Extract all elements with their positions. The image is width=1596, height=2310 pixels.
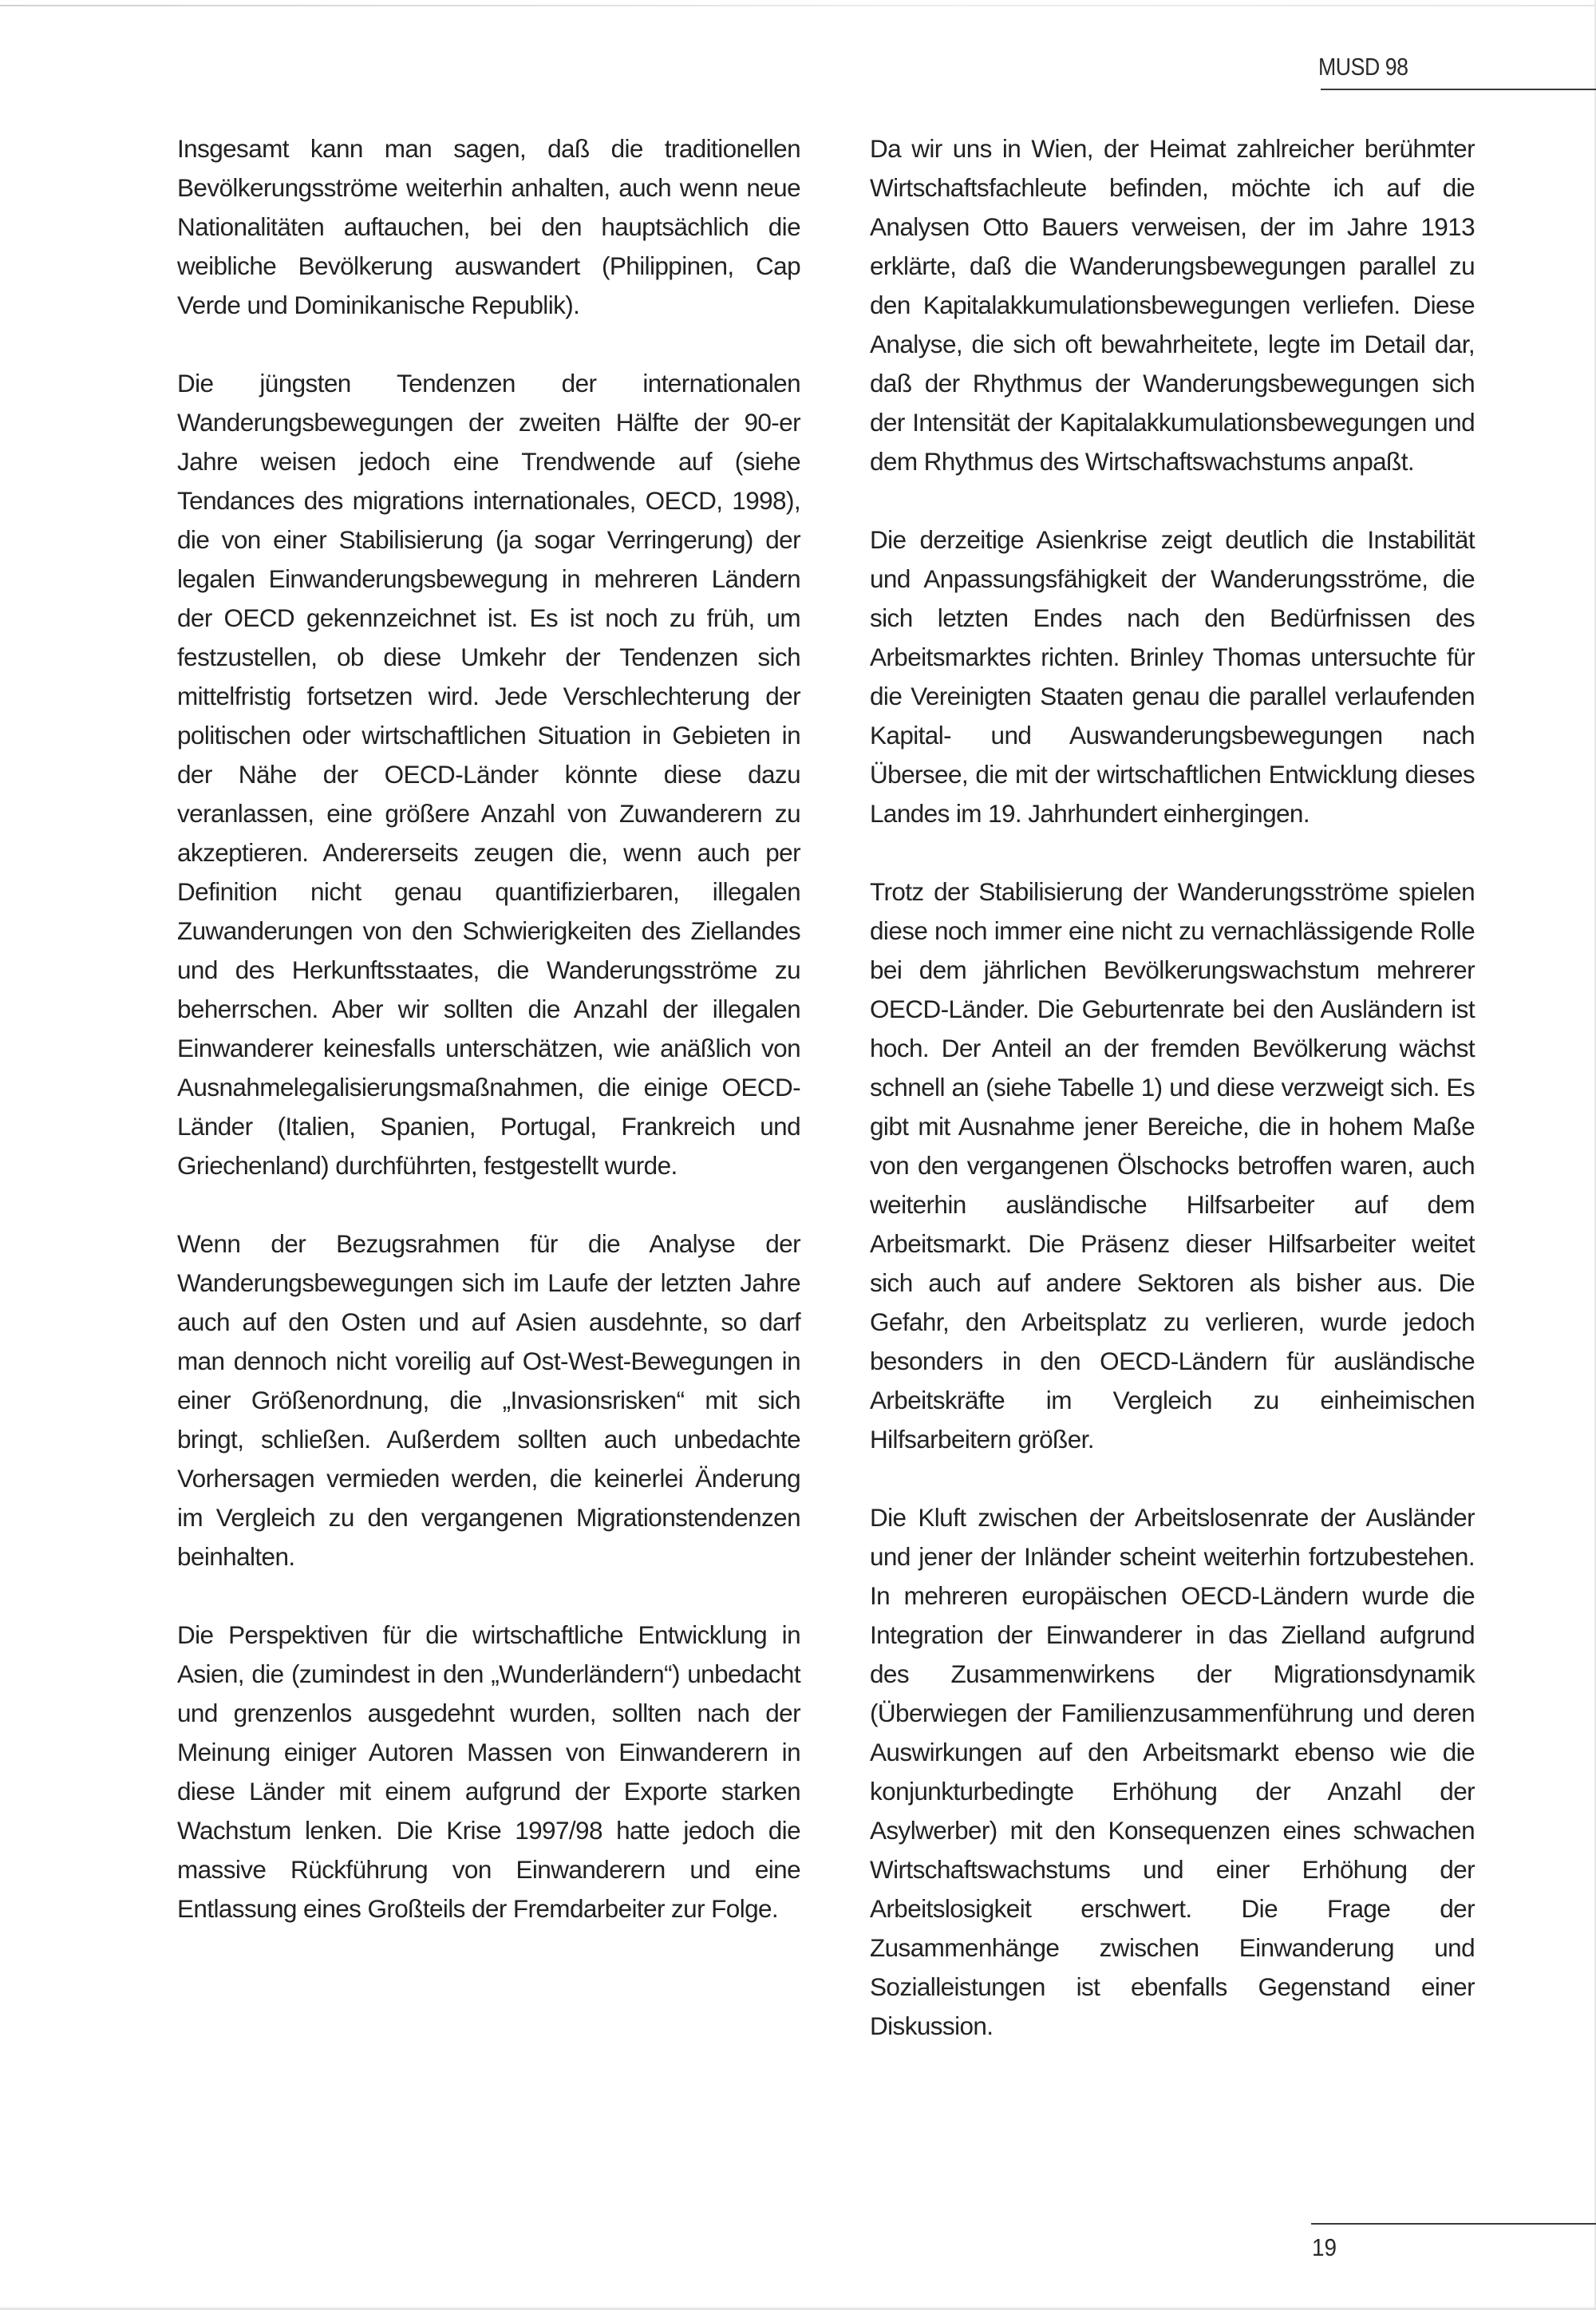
paragraph: Die Perspektiven für die wirtschaftliche Entwicklung in Asien, die (zumindest in den „Wunderländern“) unbedacht und grenzenlos ausgedehnt wurden, sollten nach der Meinung einiger Autoren Massen von Einwanderern in diese Länder mit einem aufgrund der Exporte starken Wachstum lenken. Die Krise 1997/98 hatte jedoch die massive Rückführung von Einwanderern und eine Entlassung eines Großteils der Fremdarbeiter zur Folge. [177, 1620, 800, 1923]
paragraph: Die Kluft zwischen der Arbeitslosenrate der Ausländer und jener der Inländer scheint weiterhin fortzubestehen. In mehreren europäischen OECD-Ländern wurde die Integration der Einwanderer in das Zielland aufgrund des Zusammenwirkens der Migrationsdynamik (Überwiegen der Familienzusammenführung und deren Auswirkungen auf den Arbeitsmarkt ebenso wie die konjunkturbedingte Erhöhung der Anzahl der Asylwerber) mit den Konsequenzen eines schwachen Wirtschaftswachstums und einer Erhöhung der Arbeitslosigkeit erschwert. Die Frage der Zusammenhänge zwischen Einwanderung und Sozialleistungen ist ebenfalls Gegenstand einer Diskussion. [870, 1503, 1475, 2040]
paragraph: Insgesamt kann man sagen, daß die traditionellen Bevölkerungsströme weiterhin anhalten, auch wenn neue Nationalitäten auftauchen, bei den hauptsächlich die weibliche Bevölkerung auswandert (Philippinen, Cap Verde und Dominikanische Republik). [177, 134, 800, 319]
paragraph: Trotz der Stabilisierung der Wanderungsströme spielen diese noch immer eine nicht zu vernachlässigende Rolle bei dem jährlichen Bevölkerungswachstum mehrerer OECD-Länder. Die Geburtenrate bei den Ausländern ist hoch. Der Anteil an der fremden Bevölkerung wächst schnell an (siehe Tabelle 1) und diese verzweigt sich. Es gibt mit Ausnahme jener Bereiche, die in hohem Maße von den vergangenen Ölschocks betroffen waren, auch weiterhin ausländische Hilfsarbeiter auf dem Arbeitsmarkt. Die Präsenz dieser Hilfsarbeiter weitet sich auch auf andere Sektoren als bisher aus. Die Gefahr, den Arbeitsplatz zu verlieren, wurde jedoch besonders in den OECD-Ländern für ausländische Arbeitskräfte im Vergleich zu einheimischen Hilfsarbeitern größer. [870, 877, 1475, 1454]
scan-edge-top [0, 5, 1596, 6]
paragraph: Wenn der Bezugsrahmen für die Analyse der Wanderungsbewegungen sich im Laufe der letzten Jahre auch auf den Osten und auf Asien ausdehnte, so darf man dennoch nicht voreilig auf Ost-West-Bewegungen in einer Größenordnung, die „Invasionsrisken“ mit sich bringt, schließen. Außerdem sollten auch unbedachte Vorhersagen vermieden werden, die keinerlei Änderung im Vergleich zu den vergangenen Migrationstendenzen beinhalten. [177, 1229, 800, 1571]
paragraph: Die jüngsten Tendenzen der internationalen Wanderungsbewegungen der zweiten Hälfte der 90-er Jahre weisen jedoch eine Trendwende auf (siehe Tendances des migrations internationales, OECD, 1998), die von einer Stabilisierung (ja sogar Verringerung) der legalen Einwanderungsbewegung in mehreren Ländern der OECD gekennzeichnet ist. Es ist noch zu früh, um festzustellen, ob diese Umkehr der Tendenzen sich mittelfristig fortsetzen wird. Jede Verschlechterung der politischen oder wirtschaftlichen Situation in Gebieten in der Nähe der OECD-Länder könnte diese dazu veranlassen, eine größere Anzahl von Zuwanderern zu akzeptieren. Andererseits zeugen die, wenn auch per Definition nicht genau quantifizierbaren, illegalen Zuwanderungen von den Schwierigkeiten des Ziellandes und des Herkunftsstaates, die Wanderungsströme zu beherrschen. Aber wir sollten die Anzahl der illegalen Einwanderer keinesfalls unterschätzen, wie anäßlich von Ausnahmelegalisierungsmaßnahmen, die einige OECD-Länder (Italien, Spanien, Portugal, Frankreich und Griechenland) durchführten, festgestellt wurde. [177, 369, 800, 1180]
header-rule [1321, 89, 1596, 90]
footer-rule [1311, 2223, 1596, 2225]
running-head: MUSD 98 [1318, 53, 1408, 81]
right-column [870, 129, 1475, 2085]
paragraph: Da wir uns in Wien, der Heimat zahlreicher berühmter Wirtschaftsfachleute befinden, möchte ich auf die Analysen Otto Bauers verweisen, der im Jahre 1913 erklärte, daß die Wanderungsbewegungen parallel zu den Kapitalakkumulationsbewegungen verliefen. Diese Analyse, die sich oft bewahrheitete, legte im Detail dar, daß der Rhythmus der Wanderungsbewegungen sich der Intensität der Kapitalakkumulationsbewegungen und dem Rhythmus des Wirtschaftswachstums anpaßt. [870, 134, 1475, 476]
page-number: 19 [1312, 2233, 1337, 2261]
paragraph: Die derzeitige Asienkrise zeigt deutlich die Instabilität und Anpassungsfähigkeit der Wanderungsströme, die sich letzten Endes nach den Bedürfnissen des Arbeitsmarktes richten. Brinley Thomas untersuchte für die Vereinigten Staaten genau die parallel verlaufenden Kapital- und Auswanderungsbewegungen nach Übersee, die mit der wirtschaftlichen Entwicklung dieses Landes im 19. Jahrhundert einhergingen. [870, 525, 1475, 828]
left-column [177, 129, 800, 1968]
